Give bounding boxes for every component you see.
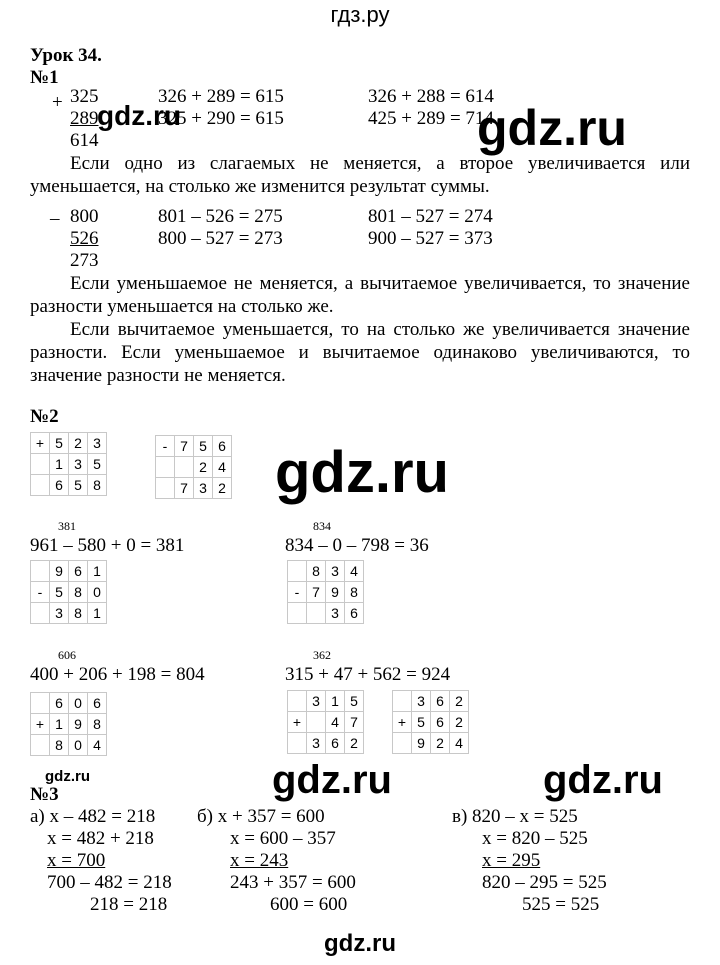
task3-v-line-3: x = 295 [482,850,541,871]
grid-cell: 5 [88,454,107,475]
watermark-tiny: gdz.ru [45,768,90,785]
grid-cell: 6 [50,475,69,496]
task3-b-line-3: x = 243 [230,850,289,871]
column-grid-5 [30,692,107,756]
task3-a-line-4: 700 – 482 = 218 [47,872,172,893]
grid-cell: 4 [450,733,469,754]
grid-cell: 8 [307,561,326,582]
grid-cell: 5 [69,475,88,496]
grid-cell: + [31,714,50,735]
grid-cell: 2 [450,691,469,712]
grid-cell [156,478,175,499]
grid-cell [156,457,175,478]
grid-cell: + [288,712,307,733]
grid-cell [393,733,412,754]
grid-cell: 2 [450,712,469,733]
task3-a-line-2: x = 482 + 218 [47,828,154,849]
add-eq-3: 326 + 288 = 614 [368,86,494,107]
grid-cell [288,691,307,712]
grid-cell [288,561,307,582]
site-header: гдз.ру [330,2,390,27]
grid-cell: 5 [194,436,213,457]
grid-cell: 5 [345,691,364,712]
task2-small-1: 381 [58,519,76,533]
task3-v-line-1: в) 820 – x = 525 [452,806,578,827]
grid-cell: 4 [213,457,232,478]
grid-cell: 3 [194,478,213,499]
grid-cell: 4 [88,735,107,756]
task2-small-4: 362 [313,648,331,662]
grid-cell: 8 [345,582,364,603]
grid-cell: 2 [69,433,88,454]
grid-cell [31,735,50,756]
task1-col-add-a: 325 [70,86,99,107]
watermark-small: gdz.ru [97,100,181,131]
grid-cell: 2 [194,457,213,478]
task1-col-add-sign: + [52,92,63,113]
task3-v-line-2: x = 820 – 525 [482,828,588,849]
grid-cell [393,691,412,712]
grid-cell: 8 [69,582,88,603]
grid-cell: 6 [69,561,88,582]
task2-small-2: 834 [313,519,331,533]
grid-cell: 0 [69,735,88,756]
grid-cell: 3 [307,691,326,712]
grid-cell: 1 [50,454,69,475]
grid-cell: - [288,582,307,603]
task3-a-line-3: x = 700 [47,850,106,871]
grid-cell: 3 [412,691,431,712]
column-grid-3 [30,560,107,624]
task3-label: №3 [30,784,59,805]
grid-cell: 1 [326,691,345,712]
task2-eq-3: 400 + 206 + 198 = 804 [30,664,205,685]
task2-label: №2 [30,406,59,427]
sub-eq-1: 801 – 526 = 275 [158,206,283,227]
task1-paragraph-2: Если уменьшаемое не меняется, а вычитаемое увеличивается, то значение разности уменьшается на столько же. [30,273,690,317]
grid-cell: 1 [88,561,107,582]
task1-label: №1 [30,67,59,88]
grid-cell: - [31,582,50,603]
grid-cell: 8 [50,735,69,756]
grid-cell: 9 [69,714,88,735]
grid-cell: - [156,436,175,457]
column-grid-4 [287,560,364,624]
grid-cell: 6 [326,733,345,754]
task3-b-line-1: б) x + 357 = 600 [197,806,325,827]
task3-a-line-5: 218 = 218 [90,894,168,915]
sub-eq-4: 900 – 527 = 373 [368,228,493,249]
grid-cell: + [31,433,50,454]
add-eq-1: 326 + 289 = 615 [158,86,284,107]
grid-cell: 9 [412,733,431,754]
grid-cell: 9 [50,561,69,582]
grid-cell: 6 [50,693,69,714]
watermark-footer: gdz.ru [324,930,396,957]
grid-cell [307,603,326,624]
task1-paragraph-3: Если вычитаемое уменьшается, то на столько же увеличивается значение разности. Если уменьшаемое и вычитаемое одинаково увеличиваются, то значение разности не меняется. [30,319,690,386]
sub-eq-3: 801 – 527 = 274 [368,206,493,227]
task1-col-sub-b: 526 [70,228,99,249]
sub-eq-2: 800 – 527 = 273 [158,228,283,249]
grid-cell: 3 [50,603,69,624]
task3-v-line-5: 525 = 525 [522,894,600,915]
grid-cell: 5 [50,582,69,603]
add-eq-4: 425 + 289 = 714 [368,108,494,129]
grid-cell: 7 [345,712,364,733]
grid-cell [31,561,50,582]
grid-cell: 8 [88,714,107,735]
grid-cell: 3 [326,561,345,582]
watermark-center: gdz.ru [275,440,449,505]
grid-cell [31,454,50,475]
grid-cell: 3 [69,454,88,475]
task3-a-line-1: а) x – 482 = 218 [30,806,156,827]
grid-cell: 2 [345,733,364,754]
grid-cell: 6 [431,691,450,712]
grid-cell: 6 [431,712,450,733]
grid-cell: 8 [88,475,107,496]
grid-cell [175,457,194,478]
grid-cell: 0 [69,693,88,714]
task1-paragraph-1: Если одно из слагаемых не меняется, а второе увеличивается или уменьшается, на столько же изменится результат суммы. [30,153,690,197]
task2-small-3: 606 [58,648,76,662]
grid-cell [31,603,50,624]
grid-cell: 1 [50,714,69,735]
grid-cell [288,733,307,754]
task3-b-line-4: 243 + 357 = 600 [230,872,356,893]
grid-cell: 3 [326,603,345,624]
grid-cell [307,712,326,733]
task2-eq-2: 834 – 0 – 798 = 36 [285,535,429,556]
grid-cell: 2 [213,478,232,499]
task3-b-line-5: 600 = 600 [270,894,348,915]
grid-cell: 6 [213,436,232,457]
task3-b-line-2: x = 600 – 357 [230,828,336,849]
task1-col-sub-r: 273 [70,250,99,271]
grid-cell: 4 [345,561,364,582]
column-grid-2 [155,435,232,499]
column-grid-1 [30,432,107,496]
grid-cell: 9 [326,582,345,603]
grid-cell: 7 [307,582,326,603]
watermark-mid: gdz.ru [272,758,392,802]
grid-cell: 4 [326,712,345,733]
add-eq-2: 325 + 290 = 615 [158,108,284,129]
watermark-right: gdz.ru [543,758,663,802]
grid-cell: 5 [412,712,431,733]
task1-col-sub-sign: – [50,208,60,229]
grid-cell: 8 [69,603,88,624]
grid-cell: 6 [345,603,364,624]
grid-cell: 3 [88,433,107,454]
task3-v-line-4: 820 – 295 = 525 [482,872,607,893]
task2-eq-4: 315 + 47 + 562 = 924 [285,664,451,685]
grid-cell: 6 [88,693,107,714]
grid-cell: 1 [88,603,107,624]
grid-cell: 7 [175,478,194,499]
grid-cell: 5 [50,433,69,454]
watermark-large: gdz.ru [477,100,627,156]
grid-cell: 0 [88,582,107,603]
task1-col-add-r: 614 [70,130,99,151]
task1-col-sub-a: 800 [70,206,99,227]
grid-cell: + [393,712,412,733]
column-grid-7 [392,690,469,754]
grid-cell [31,475,50,496]
column-grid-6 [287,690,364,754]
grid-cell [31,693,50,714]
grid-cell: 2 [431,733,450,754]
grid-cell [288,603,307,624]
task1-col-add-b: 289 [70,108,99,129]
grid-cell: 7 [175,436,194,457]
lesson-title: Урок 34. [30,45,102,66]
task2-eq-1: 961 – 580 + 0 = 381 [30,535,185,556]
grid-cell: 3 [307,733,326,754]
